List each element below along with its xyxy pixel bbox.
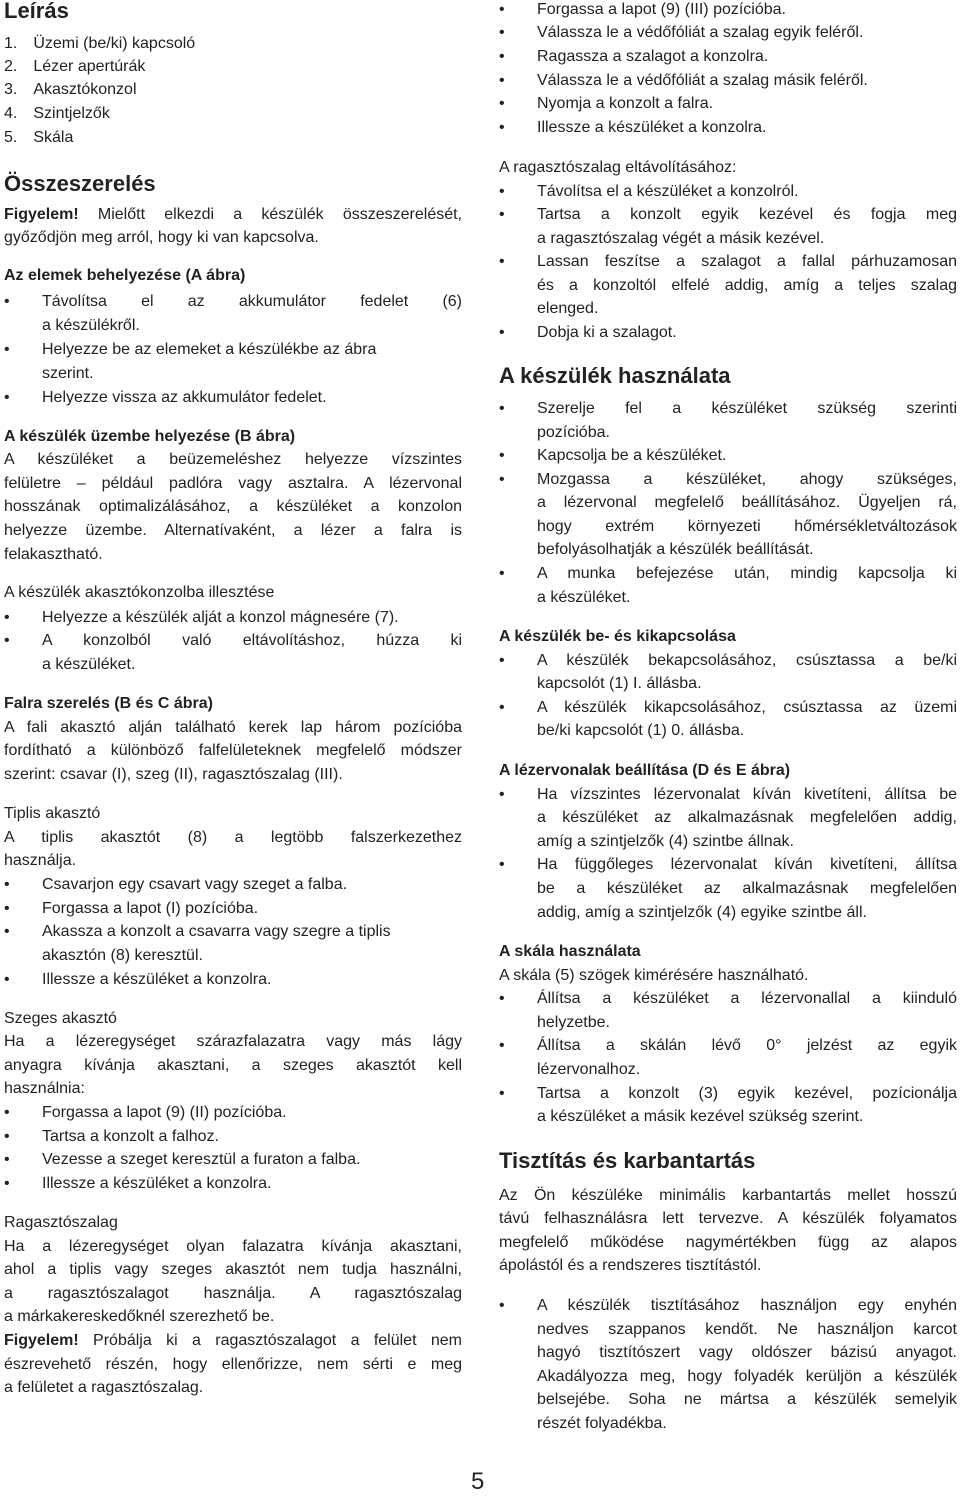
akaszto-heading: A készülék akasztókonzolba illesztése: [4, 584, 275, 601]
lz-bullet-1: • Ha vízszintes lézervonalat kíván kivetíteni, állítsa be: [499, 786, 957, 803]
ragaszto-line-4: a márkakereskedőknél szerezhető be.: [4, 1308, 275, 1325]
szeges-line-1: Ha a lézeregységet szárazfalazatra vagy más lágy: [4, 1033, 462, 1050]
sk-bullet-1: • Állítsa a készüléket a lézervonallal a kiinduló: [499, 990, 957, 1007]
has-bullet-4: • A munka befejezése után, mindig kapcsolja ki: [499, 565, 957, 582]
szeges-heading: Szeges akasztó: [4, 1010, 117, 1027]
tiplis-bullet-3-cont: akasztón (8) keresztül.: [42, 947, 203, 964]
sk-bullet-2: • Állítsa a skálán lévő 0° jelzést az egyik: [499, 1037, 957, 1054]
tiplis-line-2: használja.: [4, 852, 77, 869]
elemek-bullet-1-cont: a készülékről.: [42, 317, 140, 334]
tisz-bullet-1-cont-5: részét folyadékba.: [537, 1415, 667, 1432]
elemek-bullet-2-cont: szerint.: [42, 365, 94, 382]
rag-bullet-5: • Nyomja a konzolt a falra.: [499, 95, 714, 112]
ragaszto-line-3: a ragasztószalagot használja. A ragasztószalag: [4, 1285, 462, 1302]
uzembe-heading: A készülék üzembe helyezése (B ábra): [4, 428, 296, 445]
has-bullet-3: • Mozgassa a készüléket, ahogy szükséges,: [499, 471, 957, 488]
tisztitas-line-4: ápolástól és a rendszeres tisztítástól.: [499, 1257, 762, 1274]
page-number: 5: [471, 1468, 485, 1495]
sk-bullet-3-cont: a készüléket a másik kezével szükség szerint.: [537, 1108, 864, 1125]
has-bullet-2: • Kapcsolja be a készüléket.: [499, 447, 727, 464]
bk-bullet-1-cont: kapcsolót (1) I. állásba.: [537, 675, 702, 692]
tisz-bullet-1-cont-3: Akadályozza meg, hogy folyadék kerüljön a készülék: [537, 1368, 957, 1385]
elt-bullet-4: • Dobja ki a szalagot.: [499, 324, 677, 341]
elemek-bullet-2: • Helyezze be az elemeket a készülékbe az ábra: [4, 341, 377, 358]
elt-bullet-2-cont: a ragasztószalag végét a másik kezével.: [537, 230, 825, 247]
figyelem2-line-3: a felületet a ragasztószalag.: [4, 1379, 204, 1396]
szeges-bullet-2: • Tartsa a konzolt a falhoz.: [4, 1128, 219, 1145]
rag-bullet-4: • Válassza le a védőfóliát a szalag másik feléről.: [499, 72, 868, 89]
sk-bullet-1-cont: helyzetbe.: [537, 1014, 610, 1031]
figyelem2-label: Figyelem!: [4, 1332, 79, 1349]
ragaszto-line-2: ahol a tiplis vagy szeges akasztót nem tudja használni,: [4, 1261, 462, 1278]
figyelem-line-2: győződjön meg arról, hogy ki van kapcsolva.: [4, 229, 319, 246]
skala-heading: A skála használata: [499, 943, 641, 960]
falra-line-3: szerint: csavar (I), szeg (II), ragasztószalag (III).: [4, 766, 343, 783]
tisz-bullet-1-cont-1: nedves szappanos kendőt. Ne használjon karcot: [537, 1321, 957, 1338]
elt-bullet-1: • Távolítsa el a készüléket a konzolról.: [499, 183, 799, 200]
szeges-line-3: használnia:: [4, 1080, 85, 1097]
has-bullet-3-cont-3: befolyásolhatják a készülék beállítását.: [537, 541, 814, 558]
lz-bullet-1-cont-2: amíg a szintjelzők (4) szintbe állnak.: [537, 833, 794, 850]
leiras-item-3: 3. Akasztókonzol: [4, 81, 137, 98]
tiplis-bullet-2: • Forgassa a lapot (I) pozícióba.: [4, 900, 259, 917]
lezervonal-heading: A lézervonalak beállítása (D és E ábra): [499, 762, 791, 779]
has-bullet-3-cont-2: hogy extrém környezeti hőmérsékletváltozások: [537, 518, 957, 535]
osszeszereles-heading: Összeszerelés: [4, 171, 156, 196]
has-bullet-3-cont-1: a lézervonal megfelelő beállításához. Ügyeljen rá,: [537, 494, 957, 511]
eltavolitas-heading: A ragasztószalag eltávolításához:: [499, 159, 737, 176]
falra-line-1: A fali akasztó alján található kerek lap három pozícióba: [4, 719, 462, 736]
tisztitas-line-3: megfelelő működése nagymértékben függ az alapos: [499, 1234, 957, 1251]
has-bullet-1-cont: pozícióba.: [537, 424, 610, 441]
ragaszto-heading: Ragasztószalag: [4, 1214, 118, 1231]
elemek-heading: Az elemek behelyezése (A ábra): [4, 267, 246, 284]
leiras-heading: Leírás: [4, 0, 69, 23]
bk-bullet-2: • A készülék kikapcsolásához, csúsztassa az üzemi: [499, 699, 957, 716]
lz-bullet-2-cont-2: addig, amíg a szintjelzők (4) egyike szintbe áll.: [537, 904, 867, 921]
ragaszto-line-1: Ha a lézeregységet olyan falazatra kívánja akasztani,: [4, 1238, 462, 1255]
elemek-bullet-1: • Távolítsa el az akkumulátor fedelet (6): [4, 293, 462, 310]
uzembe-line-4: helyezze üzembe. Alternatívaként, a lézer a falra is: [4, 522, 462, 539]
leiras-item-1: 1. Üzemi (be/ki) kapcsoló: [4, 35, 196, 52]
figyelem-label: Figyelem!: [4, 206, 79, 223]
bekikapcsolas-heading: A készülék be- és kikapcsolása: [499, 628, 736, 645]
bk-bullet-1: • A készülék bekapcsolásához, csúsztassa a be/ki: [499, 652, 957, 669]
elt-bullet-3-cont-2: elenged.: [537, 300, 599, 317]
figyelem-line-1: Figyelem! Mielőtt elkezdi a készülék összeszerelését,: [4, 206, 462, 223]
figyelem2-line-1: Figyelem! Próbálja ki a ragasztószalagot a felület nem: [4, 1332, 462, 1349]
akaszto-bullet-2: • A konzolból való eltávolításhoz, húzza ki: [4, 632, 462, 649]
tisztitas-line-2: távú felhasználásra lett tervezve. A készülék folyamatos: [499, 1210, 957, 1227]
tiplis-heading: Tiplis akasztó: [4, 805, 101, 822]
lz-bullet-2-cont-1: be a készüléket az alkalmazásnak megfelelően: [537, 880, 957, 897]
uzembe-line-3: hosszának optimalizálásához, a készüléket a konzolon: [4, 498, 462, 515]
has-bullet-1: • Szerelje fel a készüléket szükség szerinti: [499, 400, 957, 417]
elemek-bullet-3: • Helyezze vissza az akkumulátor fedelet.: [4, 389, 327, 406]
bk-bullet-2-cont: be/ki kapcsolót (1) 0. állásba.: [537, 722, 745, 739]
tisztitas-line-1: Az Ön készüléke minimális karbantartás mellet hosszú: [499, 1187, 957, 1204]
uzembe-line-5: felakasztható.: [4, 546, 103, 563]
elt-bullet-3-cont-1: és a konzoltól elfelé addig, amíg a teljes szalag: [537, 277, 957, 294]
lz-bullet-1-cont-1: a készüléket az alkalmazásnak megfelelően addig,: [537, 809, 957, 826]
tisz-bullet-1-cont-2: hagyó tisztítószert vagy oldószer bázisú anyagot.: [537, 1344, 957, 1361]
tiplis-bullet-1: • Csavarjon egy csavart vagy szeget a falba.: [4, 876, 348, 893]
skala-line-1: A skála (5) szögek kimérésére használható.: [499, 967, 809, 984]
akaszto-bullet-1: • Helyezze a készülék alját a konzol mágnesére (7).: [4, 609, 399, 626]
tiplis-bullet-3: • Akassza a konzolt a csavarra vagy szegre a tiplis: [4, 923, 391, 940]
rag-bullet-3: • Ragassza a szalagot a konzolra.: [499, 48, 769, 65]
tisz-bullet-1-cont-4: belsejébe. Soha ne mártsa a készülék semelyik: [537, 1391, 957, 1408]
rag-bullet-1: • Forgassa a lapot (9) (III) pozícióba.: [499, 1, 786, 18]
sk-bullet-2-cont: lézervonalhoz.: [537, 1061, 641, 1078]
lz-bullet-2: • Ha függőleges lézervonalat kíván kivetíteni, állítsa: [499, 856, 957, 873]
leiras-item-5: 5. Skála: [4, 129, 74, 146]
hasznalat-heading: A készülék használata: [499, 363, 731, 388]
falra-heading: Falra szerelés (B és C ábra): [4, 695, 213, 712]
uzembe-line-2: felületre – például padlóra vagy asztalra. A lézervonal: [4, 475, 462, 492]
szeges-bullet-3: • Vezesse a szeget keresztül a furaton a falba.: [4, 1151, 361, 1168]
akaszto-bullet-2-cont: a készüléket.: [42, 656, 136, 673]
falra-line-2: fordítható a különböző falfelületeknek megfelelő módszer: [4, 742, 462, 759]
rag-bullet-2: • Válassza le a védőfóliát a szalag egyik feléről.: [499, 24, 864, 41]
leiras-item-2: 2. Lézer apertúrák: [4, 58, 146, 75]
szeges-bullet-1: • Forgassa a lapot (9) (II) pozícióba.: [4, 1104, 287, 1121]
tiplis-bullet-4: • Illessze a készüléket a konzolra.: [4, 971, 272, 988]
leiras-item-4: 4. Szintjelzők: [4, 105, 110, 122]
rag-bullet-6: • Illessze a készüléket a konzolra.: [499, 119, 767, 136]
elt-bullet-3: • Lassan feszítse a szalagot a fallal párhuzamosan: [499, 253, 957, 270]
tisztitas-heading: Tisztítás és karbantartás: [499, 1148, 756, 1173]
has-bullet-4-cont: a készüléket.: [537, 589, 631, 606]
elt-bullet-2: • Tartsa a konzolt egyik kezével és fogja meg: [499, 206, 957, 223]
tisz-bullet-1: • A készülék tisztításához használjon egy enyhén: [499, 1297, 957, 1314]
szeges-bullet-4: • Illessze a készüléket a konzolra.: [4, 1175, 272, 1192]
uzembe-line-1: A készüléket a beüzemeléshez helyezze vízszintes: [4, 451, 462, 468]
tiplis-line-1: A tiplis akasztót (8) a legtöbb falszerkezethez: [4, 829, 462, 846]
szeges-line-2: anyagra kívánja akasztani, a szeges akasztót kell: [4, 1057, 462, 1074]
sk-bullet-3: • Tartsa a konzolt (3) egyik kezével, pozícionálja: [499, 1085, 957, 1102]
figyelem2-line-2: észrevehető részén, hogy ellenőrizze, nem sérti e meg: [4, 1356, 462, 1373]
